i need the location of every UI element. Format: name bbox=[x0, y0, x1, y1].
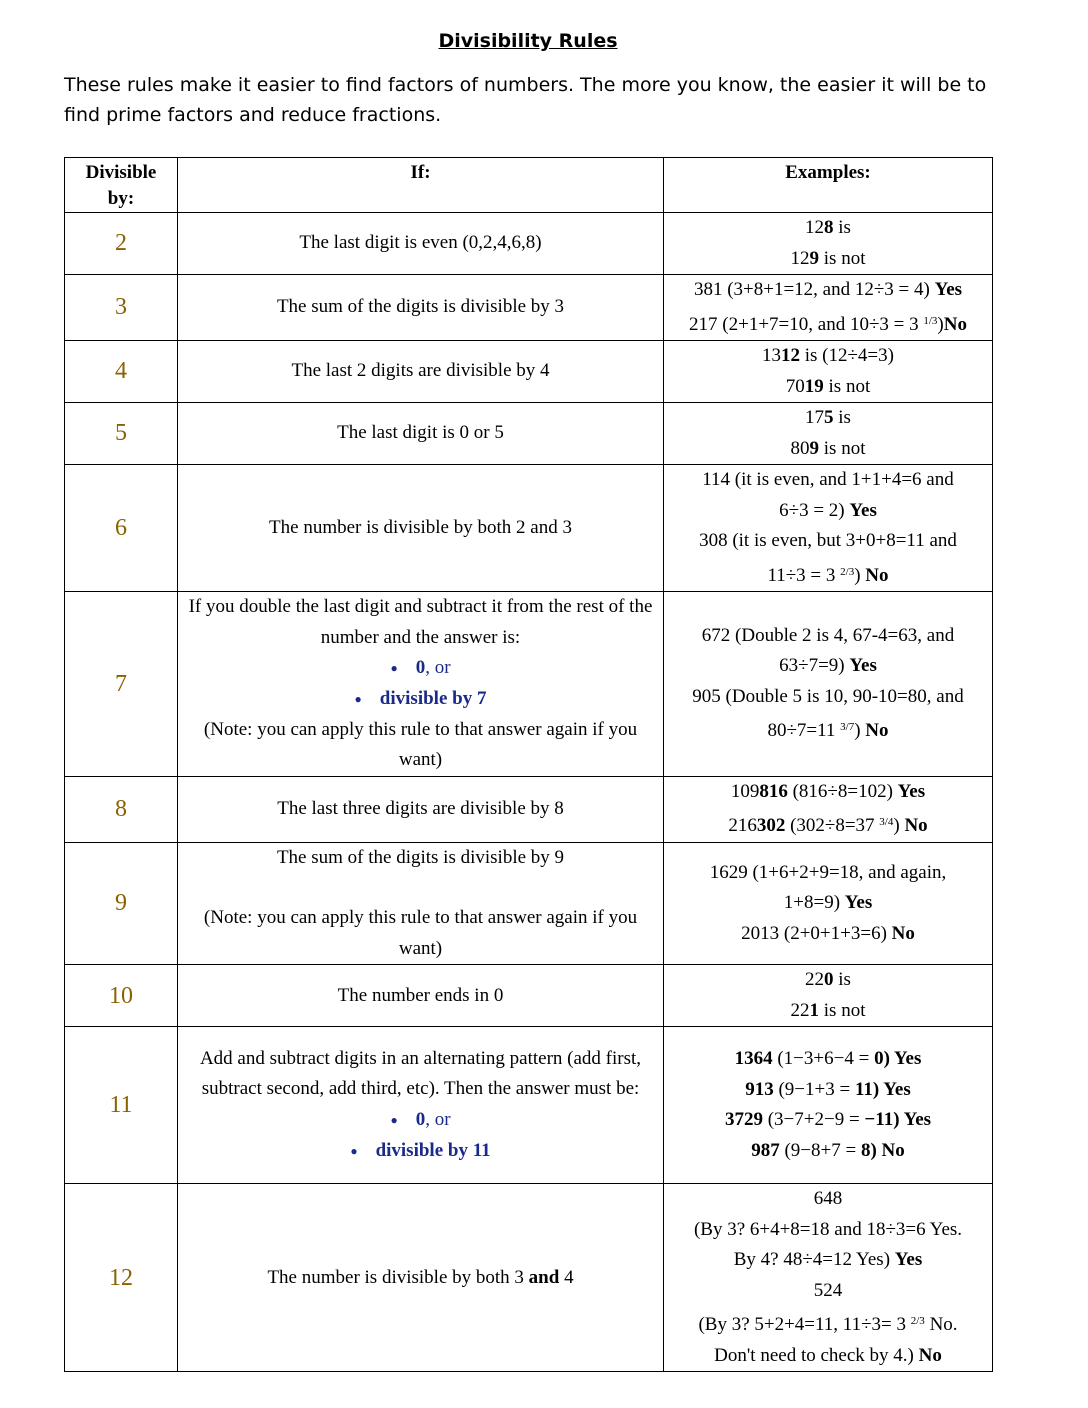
rule-4: The last 2 digits are divisible by 4 bbox=[178, 341, 664, 403]
ex-verdict: Yes bbox=[894, 1249, 923, 1271]
ex-verdict: No bbox=[891, 922, 915, 944]
ex-text: 114 (it is even, and 1+1+4=6 and bbox=[702, 469, 954, 490]
ex-bold: 1 bbox=[809, 999, 820, 1021]
ex-verdict: No bbox=[865, 564, 889, 586]
ex-verdict: Yes bbox=[849, 655, 877, 677]
rule-bold: and bbox=[528, 1266, 560, 1288]
divisor-8: 8 bbox=[65, 776, 178, 842]
example-4 bbox=[664, 341, 993, 403]
ex-text: (302÷8=37 bbox=[785, 815, 880, 837]
bullet-icon: ● bbox=[390, 1113, 398, 1128]
ex-verdict: ) Yes bbox=[883, 1048, 922, 1070]
ex-bold: −11 bbox=[864, 1109, 894, 1131]
header-examples: Examples: bbox=[664, 158, 993, 213]
example-11 bbox=[664, 1027, 993, 1184]
ex-text: ) bbox=[893, 815, 905, 837]
ex-text: is bbox=[833, 969, 851, 991]
example-7 bbox=[664, 592, 993, 777]
divisibility-table bbox=[64, 157, 993, 1372]
bullet-icon: ● bbox=[354, 692, 362, 707]
ex-text: (By 3? 6+4+8=18 and 18÷3=6 Yes. bbox=[693, 1218, 963, 1240]
rule-2: The last digit is even (0,2,4,6,8) bbox=[178, 213, 664, 275]
ex-text: is not bbox=[823, 375, 871, 397]
bullet-icon: ● bbox=[390, 661, 398, 676]
ex-text: is not bbox=[819, 999, 866, 1021]
ex-text: By 4? 48÷4=12 Yes) bbox=[733, 1249, 895, 1271]
ex-bold: 9 bbox=[809, 437, 820, 459]
ex-text: 80 bbox=[790, 437, 810, 459]
rule-bold: divisible by 7 bbox=[379, 687, 487, 709]
ex-bold: 816 bbox=[759, 780, 788, 802]
divisor-2: 2 bbox=[65, 213, 178, 275]
ex-text: is not bbox=[819, 437, 866, 459]
ex-bold: 0 bbox=[874, 1048, 884, 1070]
table-row bbox=[65, 341, 993, 403]
rule-text: If you double the last digit and subtract it from the rest of the number and the answer is: bbox=[188, 596, 653, 648]
rule-text: 4 bbox=[559, 1266, 574, 1288]
rule-note: (Note: you can apply this rule to that answer again if you want) bbox=[203, 907, 638, 959]
ex-verdict: Yes bbox=[934, 279, 963, 300]
ex-text: 524 bbox=[813, 1279, 843, 1301]
ex-text: ) bbox=[854, 564, 866, 586]
rule-bold: 0 bbox=[415, 657, 426, 678]
ex-text: is not bbox=[819, 247, 866, 269]
ex-text: (9−8+7 = bbox=[779, 1139, 861, 1161]
ex-bold: 8 bbox=[860, 1139, 871, 1161]
ex-text: Don't need to check by 4.) bbox=[714, 1344, 919, 1366]
ex-bold: 302 bbox=[756, 815, 786, 837]
rule-6: The number is divisible by both 2 and 3 bbox=[178, 465, 664, 592]
ex-bold: 12 bbox=[781, 345, 800, 366]
example-5 bbox=[664, 403, 993, 465]
bullet-icon: ● bbox=[350, 1144, 358, 1159]
table-row bbox=[65, 842, 993, 965]
ex-verdict: No bbox=[865, 720, 889, 742]
ex-verdict: ) Yes bbox=[872, 1078, 911, 1100]
ex-fraction: 1/3 bbox=[923, 314, 938, 327]
ex-bold: 8 bbox=[824, 217, 834, 238]
ex-bold: 0 bbox=[824, 969, 834, 991]
rule-text: Add and subtract digits in an alternating pattern (add first, subtract second, add third, etc). Then the answer must be: bbox=[199, 1047, 642, 1100]
ex-text: is bbox=[833, 407, 851, 428]
divisor-9: 9 bbox=[65, 842, 178, 965]
table-row bbox=[65, 965, 993, 1027]
ex-text: 22 bbox=[805, 969, 825, 991]
ex-text: 109 bbox=[730, 780, 760, 802]
ex-text: 80÷7=11 bbox=[767, 720, 841, 742]
ex-verdict: ) No bbox=[870, 1139, 905, 1161]
table-row bbox=[65, 213, 993, 275]
ex-bold: 5 bbox=[824, 407, 834, 428]
ex-bold: 11 bbox=[854, 1078, 873, 1100]
ex-fraction: 3/4 bbox=[879, 816, 894, 829]
ex-verdict: ) Yes bbox=[893, 1109, 932, 1131]
rule-11 bbox=[178, 1027, 664, 1184]
rule-text: The number is divisible by both 3 bbox=[267, 1266, 529, 1288]
divisor-10: 10 bbox=[65, 965, 178, 1027]
ex-text: 648 bbox=[813, 1188, 843, 1210]
ex-text: No. bbox=[924, 1314, 958, 1336]
rule-bold: 0 bbox=[415, 1108, 426, 1130]
ex-verdict: Yes bbox=[844, 892, 873, 914]
ex-text: 63÷7=9) bbox=[779, 655, 850, 677]
divisor-4: 4 bbox=[65, 341, 178, 403]
ex-bold: 9 bbox=[809, 247, 820, 269]
ex-text: 217 (2+1+7=10, and 10÷3 = 3 bbox=[689, 313, 924, 335]
example-10 bbox=[664, 965, 993, 1027]
rule-9 bbox=[178, 842, 664, 965]
ex-text: 12 bbox=[805, 217, 825, 238]
rule-note: (Note: you can apply this rule to that answer again if you want) bbox=[203, 718, 638, 771]
ex-text: 1629 (1+6+2+9=18, and again, bbox=[709, 861, 947, 883]
example-2 bbox=[664, 213, 993, 275]
rule-10: The number ends in 0 bbox=[178, 965, 664, 1027]
ex-text: 2013 (2+0+1+3=6) bbox=[741, 922, 892, 944]
example-3 bbox=[664, 275, 993, 341]
ex-text: 70 bbox=[785, 375, 805, 397]
table-row bbox=[65, 275, 993, 341]
divisor-3: 3 bbox=[65, 275, 178, 341]
rule-7 bbox=[178, 592, 664, 777]
table-row bbox=[65, 403, 993, 465]
rule-5: The last digit is 0 or 5 bbox=[178, 403, 664, 465]
ex-text: (By 3? 5+2+4=11, 11÷3= 3 bbox=[698, 1314, 911, 1336]
ex-text: 11÷3 = 3 bbox=[767, 564, 841, 586]
page-title: Divisibility Rules bbox=[438, 30, 618, 52]
header-if: If: bbox=[178, 158, 664, 213]
divisor-5: 5 bbox=[65, 403, 178, 465]
divisor-12: 12 bbox=[65, 1184, 178, 1372]
ex-text: 6÷3 = 2) bbox=[779, 499, 850, 521]
ex-text: 381 (3+8+1=12, and 12÷3 = 4) bbox=[693, 279, 935, 300]
ex-fraction: 2/3 bbox=[840, 565, 855, 578]
ex-text: 22 bbox=[790, 999, 810, 1021]
rule-text: , or bbox=[425, 657, 451, 678]
ex-bold: 19 bbox=[804, 375, 824, 397]
ex-text: 905 (Double 5 is 10, 90-10=80, and bbox=[692, 685, 964, 707]
ex-verdict: No bbox=[904, 815, 928, 837]
rule-8: The last three digits are divisible by 8 bbox=[178, 776, 664, 842]
intro-paragraph: These rules make it easier to find factors of numbers. The more you know, the easier it will be to find prime factors and reduce fractions. bbox=[64, 74, 987, 126]
divisor-6: 6 bbox=[65, 465, 178, 592]
ex-text: ) bbox=[937, 313, 944, 335]
ex-fraction: 3/7 bbox=[840, 721, 855, 734]
ex-text: (3−7+2−9 = bbox=[762, 1109, 865, 1131]
ex-verdict: Yes bbox=[849, 499, 877, 521]
rule-text: , or bbox=[425, 1108, 451, 1130]
ex-text: 12 bbox=[790, 247, 810, 269]
table-row bbox=[65, 776, 993, 842]
ex-bold: 3729 bbox=[724, 1109, 763, 1131]
ex-text: 216 bbox=[728, 815, 757, 837]
ex-text: (9−1+3 = bbox=[773, 1078, 855, 1100]
ex-text: 1+8=9) bbox=[783, 892, 845, 914]
divisor-11: 11 bbox=[65, 1027, 178, 1184]
ex-text: (1−3+6−4 = bbox=[772, 1048, 875, 1070]
ex-bold: 987 bbox=[751, 1139, 780, 1161]
ex-verdict: No bbox=[943, 313, 967, 335]
ex-bold: 1364 bbox=[734, 1048, 773, 1070]
table-header-row bbox=[65, 158, 993, 213]
header-divisible-by: Divisible by: bbox=[65, 158, 178, 213]
example-9 bbox=[664, 842, 993, 965]
example-6 bbox=[664, 465, 993, 592]
ex-bold: 913 bbox=[745, 1078, 774, 1100]
example-8 bbox=[664, 776, 993, 842]
ex-text: 308 (it is even, but 3+0+8=11 and bbox=[699, 530, 957, 551]
ex-text: is bbox=[833, 217, 851, 238]
table-row bbox=[65, 1184, 993, 1372]
table-row bbox=[65, 1027, 993, 1184]
example-12 bbox=[664, 1184, 993, 1372]
ex-text: 13 bbox=[762, 345, 781, 366]
table-row bbox=[65, 465, 993, 592]
divisor-7: 7 bbox=[65, 592, 178, 777]
rule-bold: divisible by 11 bbox=[375, 1139, 491, 1161]
rule-text: The sum of the digits is divisible by 9 bbox=[276, 846, 565, 868]
rule-3: The sum of the digits is divisible by 3 bbox=[178, 275, 664, 341]
ex-fraction: 2/3 bbox=[910, 1315, 925, 1328]
ex-text: 672 (Double 2 is 4, 67-4=63, and bbox=[701, 624, 955, 646]
ex-verdict: No bbox=[918, 1344, 942, 1366]
ex-text: 17 bbox=[805, 407, 825, 428]
ex-text: is (12÷4=3) bbox=[800, 345, 894, 366]
ex-text: (816÷8=102) bbox=[787, 780, 898, 802]
ex-text: ) bbox=[854, 720, 866, 742]
rule-12 bbox=[178, 1184, 664, 1372]
table-row bbox=[65, 592, 993, 777]
ex-verdict: Yes bbox=[897, 780, 926, 802]
